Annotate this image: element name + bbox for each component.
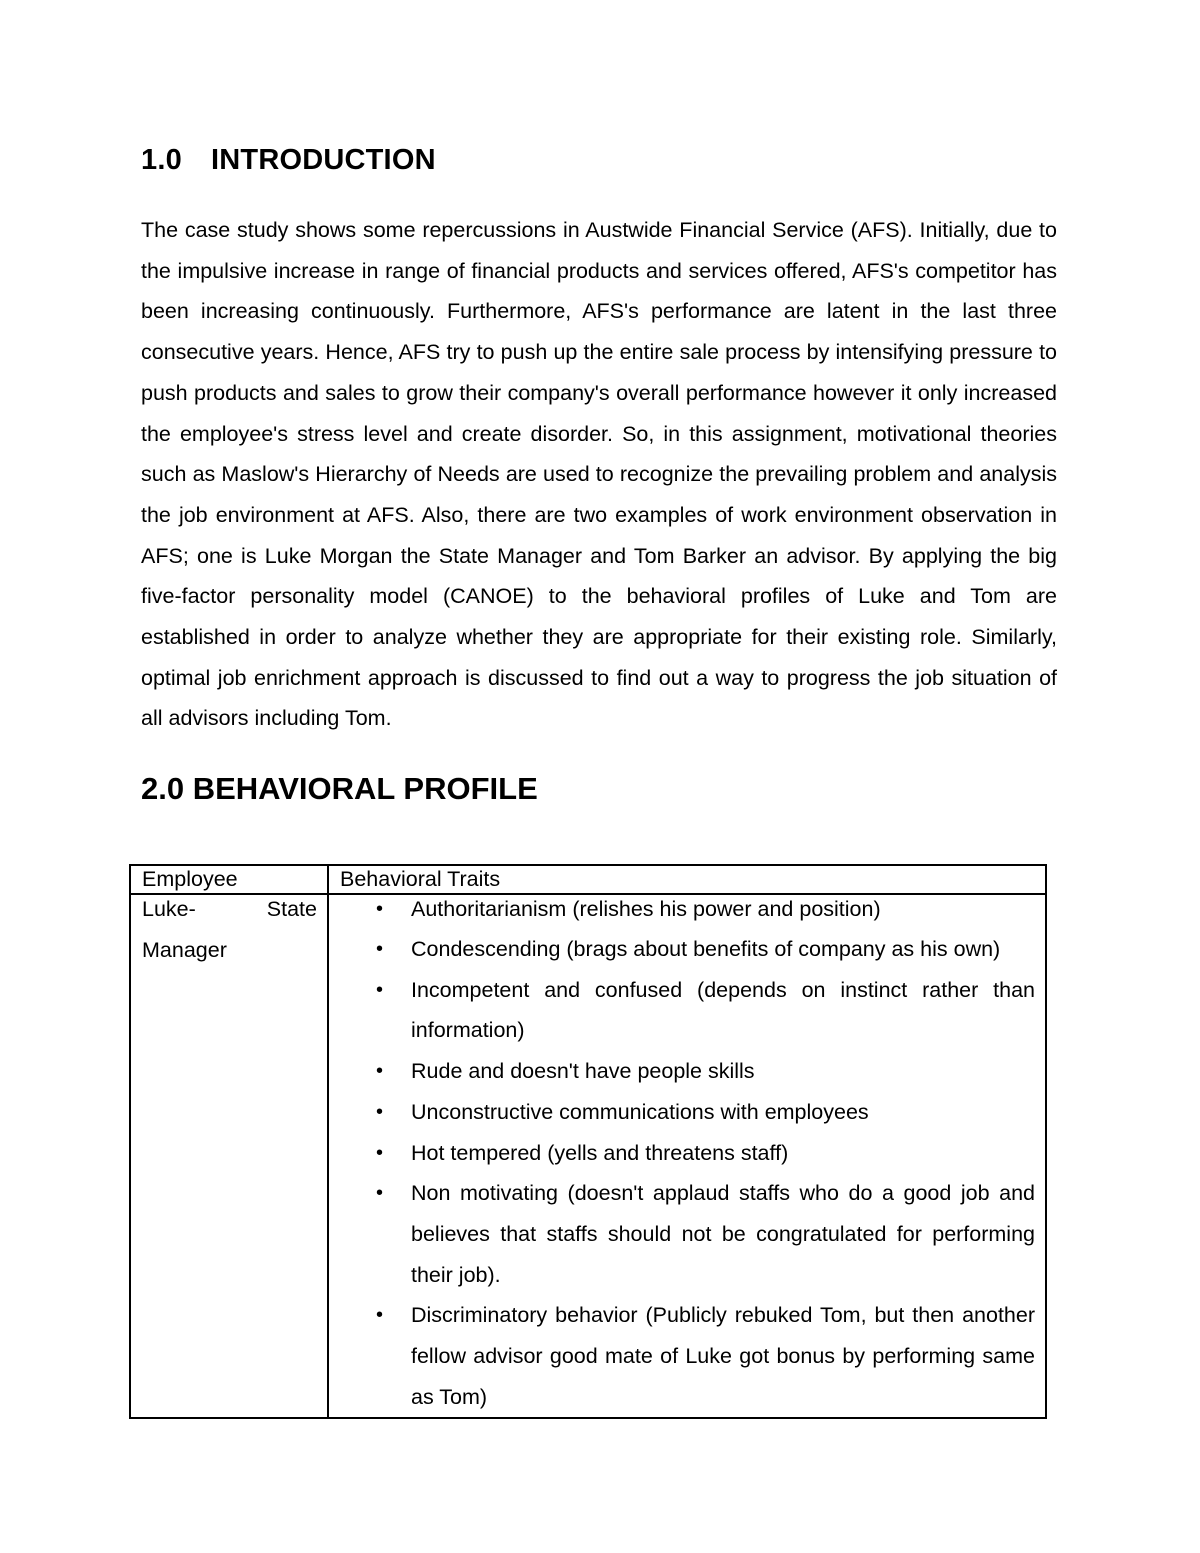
employee-name-line2: Manager (142, 938, 227, 962)
introduction-paragraph: The case study shows some repercussions in Austwide Financial Service (AFS). Initially, due to the impulsive increase in range of financial products and services offered, AFS's competitor has been increasing continuously. Furthermore, AFS's performance are latent in the last three consecutive years. Hence, AFS try to push up the entire sale process by intensifying pressure to push products and sales to grow their company's overall performance however it only increased the employee's stress level and create disorder. So, in this assignment, motivational theories such as Maslow's Hierarchy of Needs are used to recognize the prevailing problem and analysis the job environment at AFS. Also, there are two examples of work environment observation in AFS; one is Luke Morgan the State Manager and Tom Barker an advisor. By applying the big five-factor personality model (CANOE) to the behavioral profiles of Luke and Tom are established in order to analyze whether they are appropriate for their existing role. Similarly, optimal job enrichment approach is discussed to find out a way to progress the job situation of all advisors including Tom. (141, 218, 1057, 731)
section-number: 1.0 (141, 144, 182, 176)
list-item (329, 895, 1035, 929)
traits-list (329, 895, 1045, 1417)
behavioral-profile-table (129, 864, 1047, 1419)
table-row (130, 894, 1046, 1418)
bullet-icon: • (376, 898, 384, 920)
bullet-icon: • (376, 1182, 384, 1205)
list-item (329, 1092, 1035, 1133)
bullet-icon: • (376, 1304, 384, 1327)
list-item (329, 1133, 1035, 1174)
section-title: INTRODUCTION (211, 144, 436, 176)
trait-text: Incompetent and confused (depends on instinct rather than information) (411, 977, 1035, 1043)
table-header-row (130, 865, 1046, 894)
trait-text: Hot tempered (yells and threatens staff) (411, 1140, 789, 1165)
traits-cell (328, 894, 1046, 1418)
bullet-icon: • (376, 978, 384, 1001)
trait-text: Authoritarianism (relishes his power and position) (411, 897, 881, 921)
bullet-icon: • (376, 1141, 384, 1164)
trait-text: Condescending (brags about benefits of company as his own) (411, 937, 1001, 961)
section-heading-introduction (141, 140, 1057, 180)
list-item (329, 970, 1035, 1051)
bullet-icon: • (376, 1100, 384, 1123)
trait-text: Discriminatory behavior (Publicly rebuked Tom, but then another fellow advisor good mate of Luke got bonus by performing same as Tom) (411, 1303, 1035, 1409)
section-heading-behavioral-profile: 2.0 BEHAVIORAL PROFILE (141, 771, 538, 807)
list-item (329, 1295, 1035, 1417)
list-item (329, 1173, 1035, 1295)
header-employee: Employee (130, 865, 328, 894)
trait-text: Rude and doesn't have people skills (411, 1059, 755, 1084)
bullet-icon: • (376, 1060, 384, 1083)
trait-text: Unconstructive communications with employees (411, 1099, 869, 1124)
document-page (141, 140, 1057, 811)
employee-name-line1: Luke- State (142, 897, 317, 921)
list-item (329, 1051, 1035, 1092)
employee-cell (130, 894, 328, 1418)
bullet-icon: • (376, 938, 384, 960)
list-item (329, 929, 1035, 970)
trait-text: Non motivating (doesn't applaud staffs who do a good job and believes that staffs should not be congratulated for performing their job). (411, 1181, 1035, 1287)
header-behavioral-traits: Behavioral Traits (328, 865, 1046, 894)
